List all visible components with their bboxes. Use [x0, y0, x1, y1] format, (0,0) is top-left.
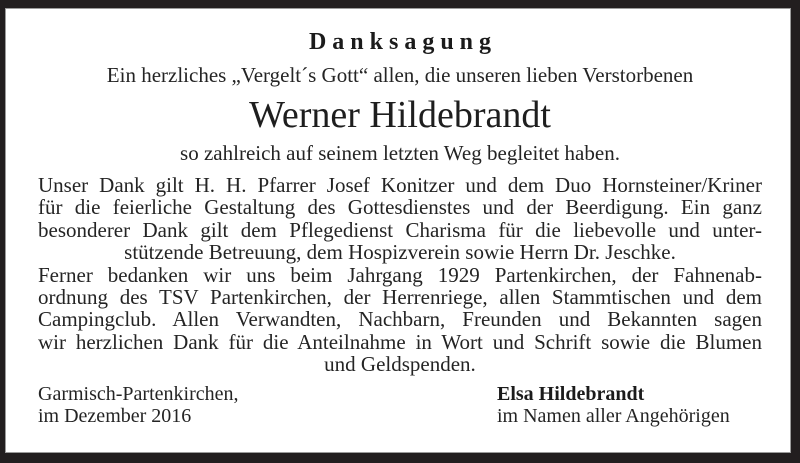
body-line: für die feierliche Gestaltung des Gottesdienstes und der Beerdigung. Ein ganz: [38, 195, 762, 220]
place-and-date-block: [38, 383, 497, 427]
body-line: besonderer Dank gilt dem Pflegedienst Charisma für die liebevolle und unter-: [38, 217, 762, 242]
thanks-paragraphs: [38, 174, 762, 376]
signatory-name: Elsa Hildebrandt: [497, 382, 645, 405]
body-line: Ferner bedanken wir uns beim Jahrgang 1929 Partenkirchen, der Fahnenab-: [38, 262, 762, 287]
body-line: stützende Betreuung, dem Hospizverein sowie Herrn Dr. Jeschke.: [124, 240, 676, 265]
body-line: wir herzlichen Dank für die Anteilnahme in Wort und Schrift sowie die Blumen: [38, 329, 762, 354]
body-line: Campingclub. Allen Verwandten, Nachbarn, Freunden und Bekannten sagen: [38, 307, 762, 332]
obituary-notice-paper: [5, 8, 791, 453]
signature-block: [497, 383, 762, 427]
body-line: ordnung des TSV Partenkirchen, der Herrenriege, allen Stammtischen und dem: [38, 285, 762, 310]
notice-title: Danksagung: [308, 29, 498, 55]
notice-footer: [38, 383, 762, 427]
date-line: im Dezember 2016: [38, 404, 192, 427]
intro-line: Ein herzliches „Vergelt´s Gott“ allen, die unseren lieben Verstorbenen: [106, 63, 694, 87]
body-line: und Geldspenden.: [324, 352, 476, 377]
signatory-subline: im Namen aller Angehörigen: [497, 404, 730, 427]
place-line: Garmisch-Partenkirchen,: [38, 382, 239, 405]
intro-line-2: so zahlreich auf seinem letzten Weg begleitet haben.: [180, 141, 620, 165]
deceased-name: Werner Hildebrandt: [249, 94, 551, 136]
body-line: Unser Dank gilt H. H. Pfarrer Josef Konitzer und dem Duo Hornsteiner/Kriner: [38, 173, 762, 197]
